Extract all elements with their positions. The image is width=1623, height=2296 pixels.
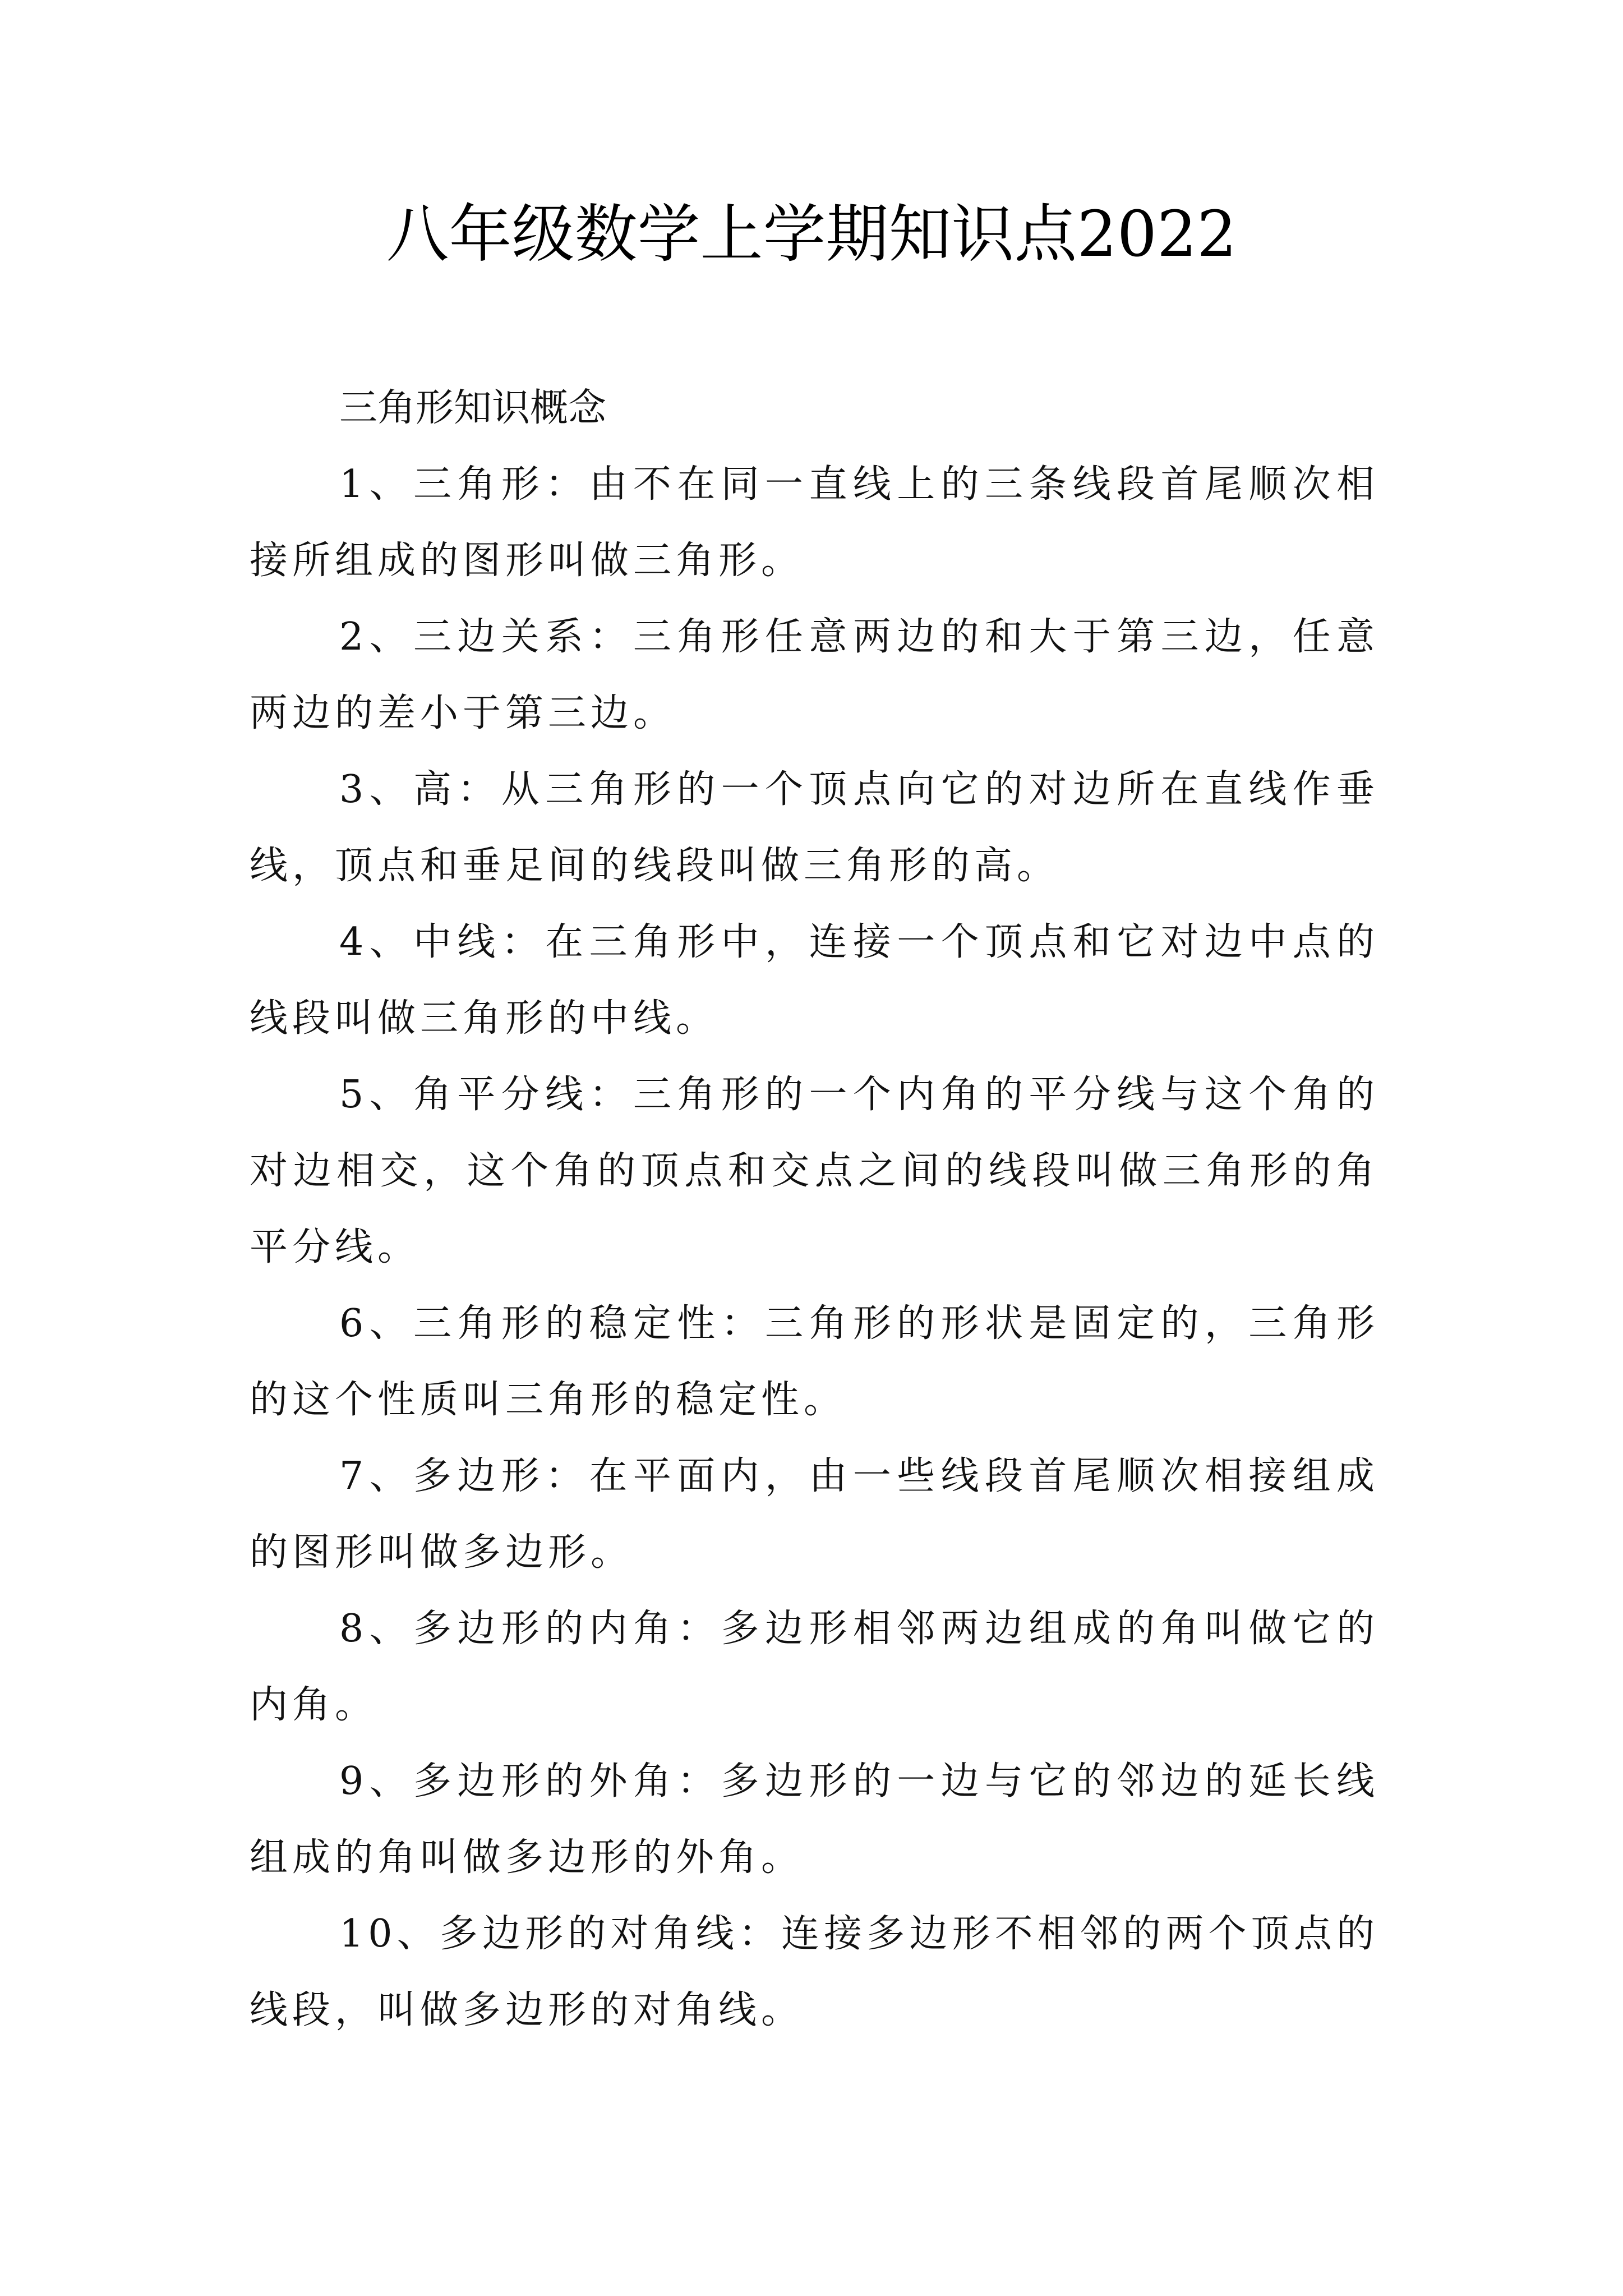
section-heading: 三角形知识概念 [339,386,607,430]
definition-item-1: 1、三角形：由不在同一直线上的三条线段首尾顺次相接所组成的图形叫做三角形。 [250,462,1379,583]
definition-item-7: 7、多边形：在平面内，由一些线段首尾顺次相接组成的图形叫做多边形。 [250,1454,1379,1575]
definition-item-4: 4、中线：在三角形中，连接一个顶点和它对边中点的线段叫做三角形的中线。 [250,920,1379,1041]
definition-item-5: 5、角平分线：三角形的一个内角的平分线与这个角的对边相交，这个角的顶点和交点之间的线段叫做三角形的角平分线。 [250,1073,1379,1269]
definition-item-9: 9、多边形的外角：多边形的一边与它的邻边的延长线组成的角叫做多边形的外角。 [250,1759,1379,1880]
definition-item-2: 2、三边关系：三角形任意两边的和大于第三边，任意两边的差小于第三边。 [250,615,1379,735]
document-title: 八年级数学上学期知识点2022 [386,198,1237,271]
document-body [250,370,1379,2049]
definition-item-8: 8、多边形的内角：多边形相邻两边组成的角叫做它的内角。 [250,1607,1379,1727]
definition-item-6: 6、三角形的稳定性：三角形的形状是固定的，三角形的这个性质叫三角形的稳定性。 [250,1301,1379,1422]
definition-item-10: 10、多边形的对角线：连接多边形不相邻的两个顶点的线段，叫做多边形的对角线。 [250,1912,1379,2032]
definition-item-3: 3、高：从三角形的一个顶点向它的对边所在直线作垂线，顶点和垂足间的线段叫做三角形的高。 [250,767,1379,888]
